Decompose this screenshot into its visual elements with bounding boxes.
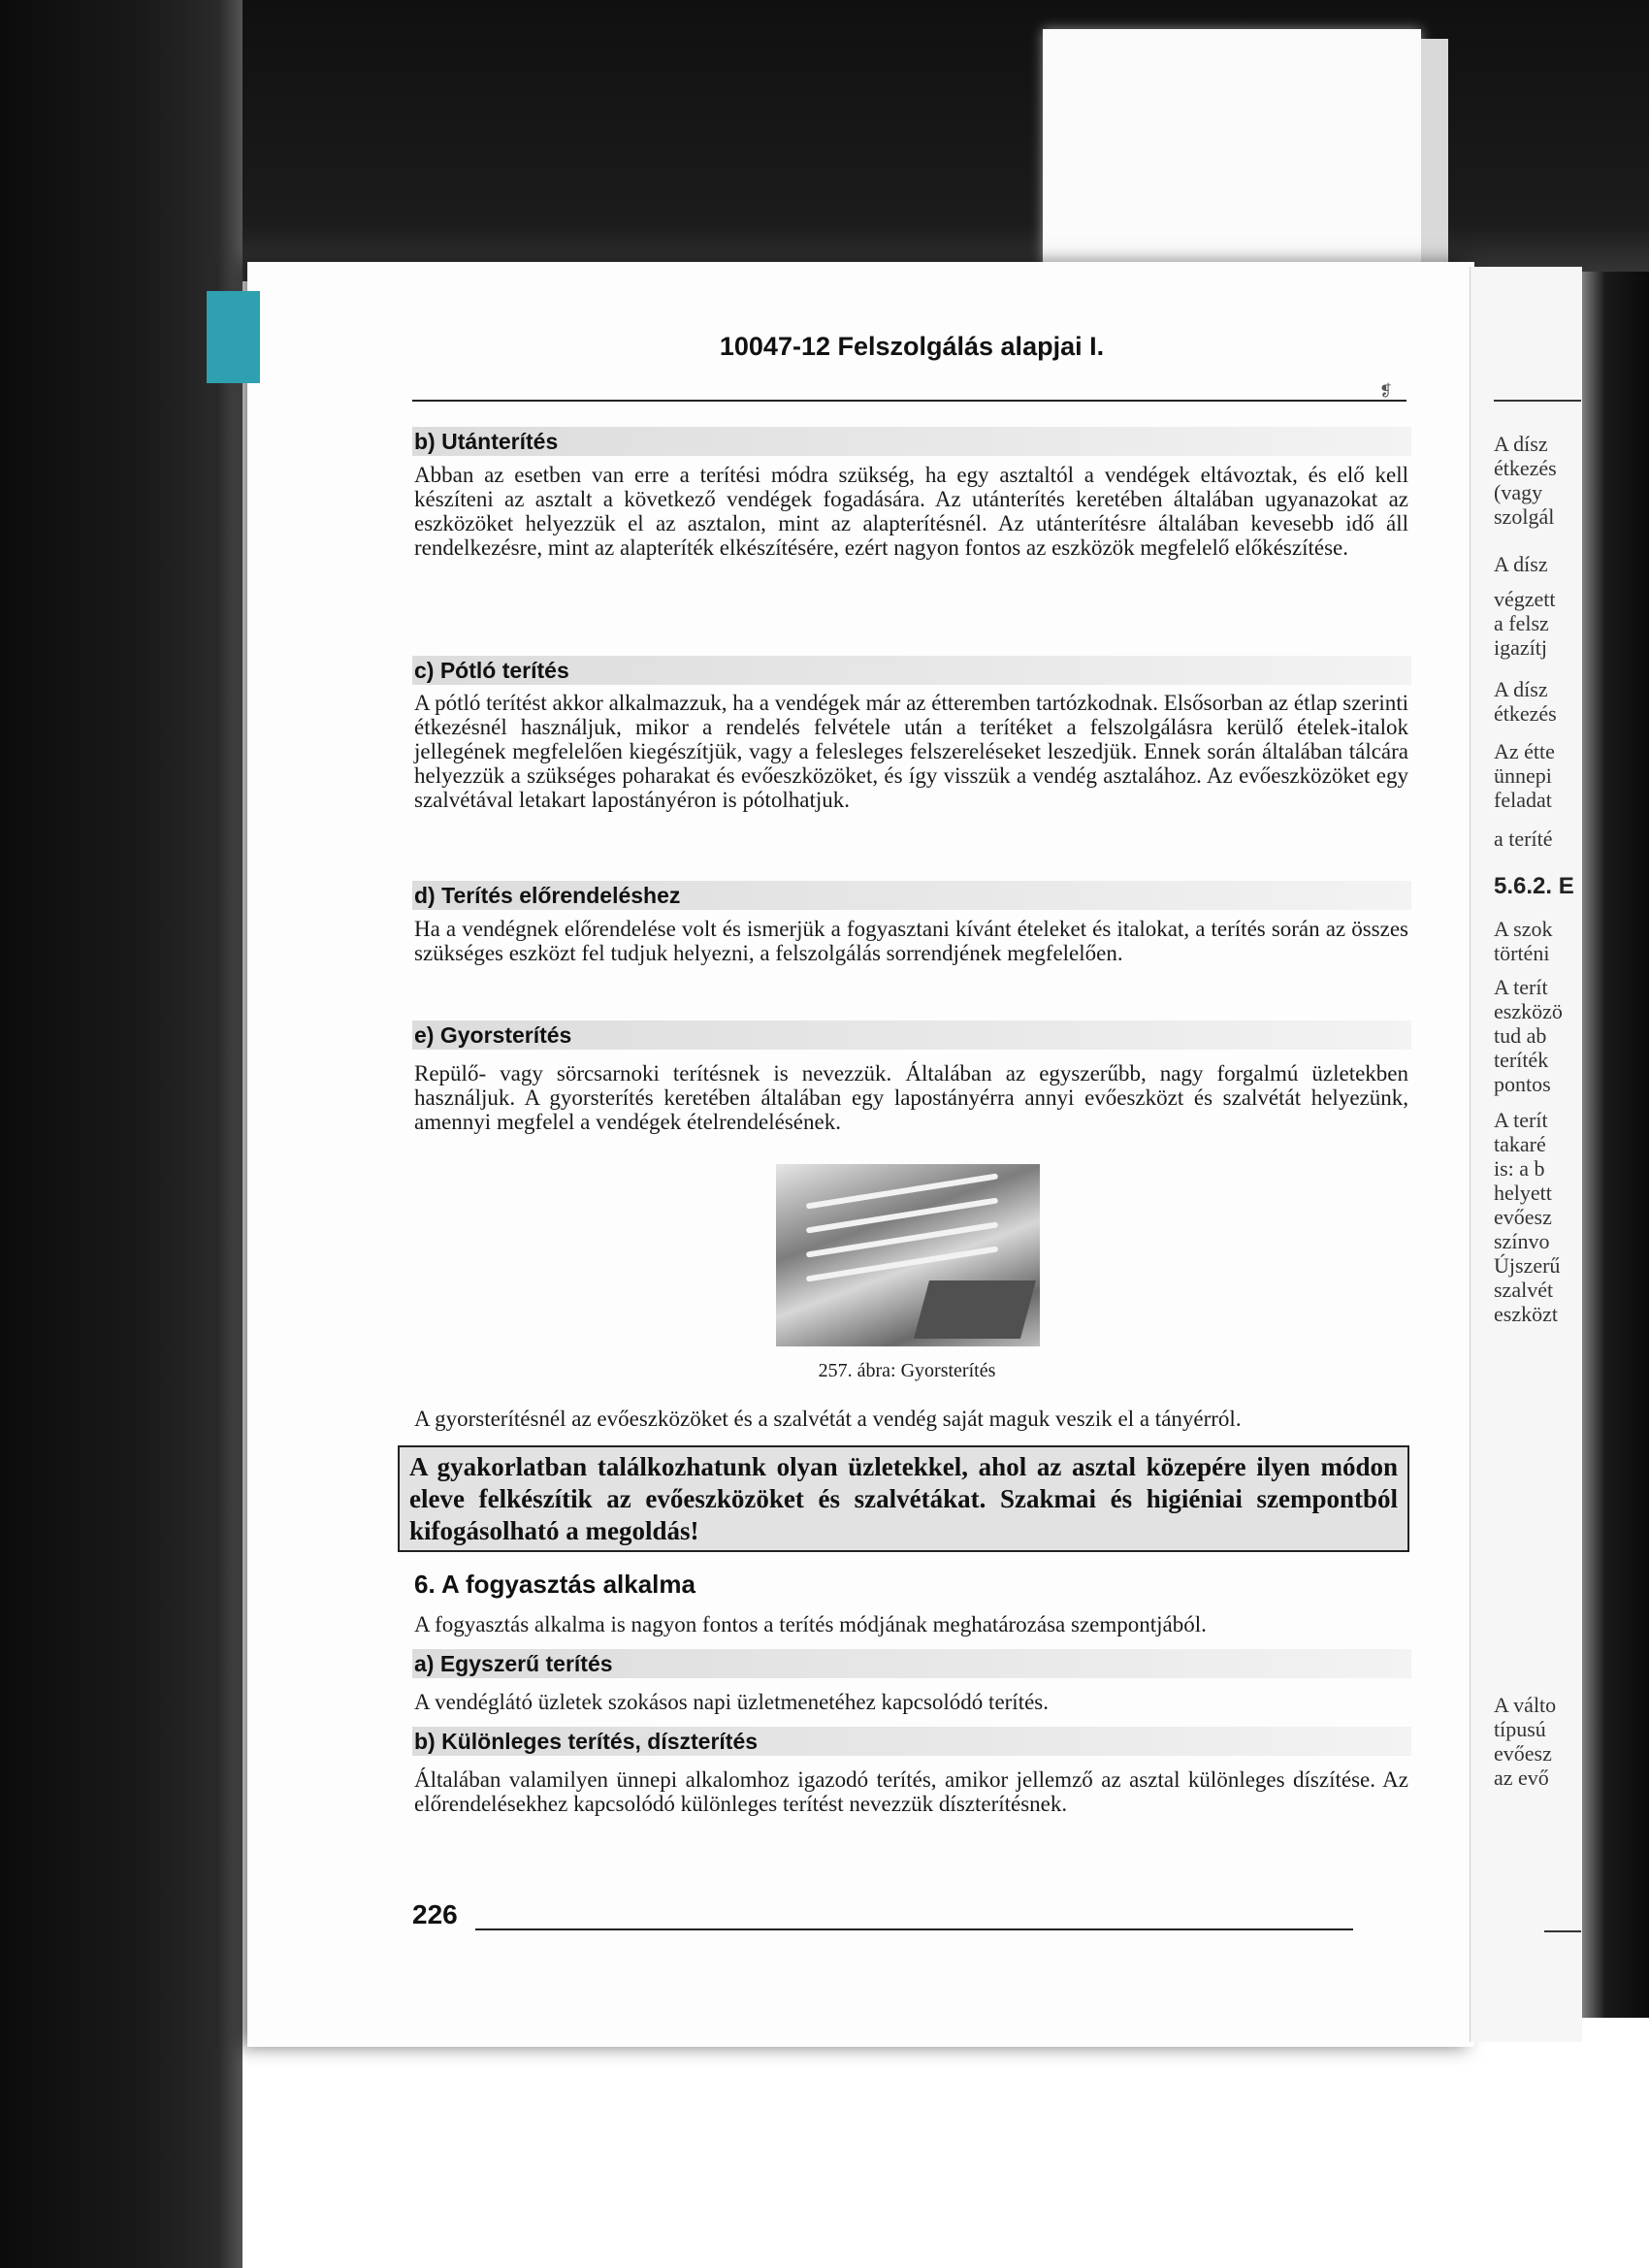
paper-tab-edge — [1421, 39, 1448, 272]
section-heading-e: e) Gyorsterítés — [412, 1021, 1411, 1050]
facing-page-line: pontos — [1494, 1072, 1551, 1096]
page-header-title: 10047-12 Felszolgálás alapjai I. — [719, 332, 1105, 361]
facing-page-line: eszközt — [1494, 1302, 1558, 1326]
section-text-d: Ha a vendégnek előrendelése volt és ismerjük a fogyasztani kívánt ételeket és italokat, a terítés során az összes szükséges eszközt fel tudjuk helyezni, a felszolgálás sorrendjének megfelelően. — [414, 917, 1408, 965]
section-6-text-a: A vendéglátó üzletek szokásos napi üzletmenetéhez kapcsolódó terítés. — [414, 1690, 1049, 1714]
facing-page-line: történi — [1494, 941, 1550, 965]
facing-page-line: feladat — [1494, 788, 1552, 812]
section-6-heading-b: b) Különleges terítés, díszterítés — [412, 1727, 1411, 1756]
section-text-c: A pótló terítést akkor alkalmazzuk, ha a vendégek már az étteremben tartózkodnak. Elsősorban az étlap szerinti étkezésnél használjuk, mikor a rendelés felvétele után a terítéket a felszolgálásra kerülő ételek-italok jellegének megfelelően kiegészítjük, vagy a felesleges felszereléseket leszedjük. Ennek során általában tálcára helyezzük a szükséges poharakat és evőeszközöket, és így visszük a vendég asztalához. Az evőeszközöket egy szalvétával letakart lapostányéron is pótolhatjuk. — [414, 691, 1409, 812]
facing-page-line: végzett — [1494, 587, 1556, 611]
section-heading-b: b) Utánterítés — [412, 427, 1411, 456]
facing-page-footer-rule — [1544, 1930, 1581, 1932]
facing-page-line: A dísz — [1494, 432, 1548, 456]
facing-page-line: takaré — [1494, 1132, 1546, 1156]
facing-page-line: A válto — [1494, 1693, 1557, 1717]
facing-page-line: Az étte — [1494, 739, 1555, 763]
cutlery-photo — [776, 1164, 1040, 1346]
bookmark-tab — [207, 291, 260, 383]
section-text-b: Abban az esetben van erre a terítési módra szükség, ha egy asztaltól a vendégek eltávoztak, és elő kell készíteni az asztalt a következő vendégek fogadására. Az utánterítés keretében általában ugyanazokat az eszközöket helyezzük el az asztalon, mint az alapterítésnél. Az utánterítésre általában kevesebb idő áll rendelkezésre, mint az alapteríték elkészítésére, ezért nagyon fontos az eszközök megfelelő előkészítése. — [414, 463, 1408, 560]
facing-page-line: A szok — [1494, 917, 1553, 941]
facing-page-line: helyett — [1494, 1181, 1552, 1205]
facing-page-line: A dísz — [1494, 677, 1548, 701]
facing-page-line: színvo — [1494, 1229, 1550, 1253]
facing-page-line: a teríté — [1494, 826, 1553, 851]
facing-page-line: A dísz — [1494, 552, 1548, 576]
page-number: 226 — [412, 1899, 458, 1929]
figure-caption: 257. ábra: Gyorsterítés — [818, 1360, 996, 1381]
facing-page-line: tud ab — [1494, 1023, 1547, 1048]
scan-background-right — [1576, 272, 1649, 2018]
header-mark-icon: ❡ — [1379, 381, 1393, 400]
section-heading-d: d) Terítés előrendeléshez — [412, 881, 1411, 910]
facing-page-line: típusú — [1494, 1717, 1546, 1741]
section-6-heading-a: a) Egyszerű terítés — [412, 1649, 1411, 1678]
facing-page-line: a felsz — [1494, 611, 1549, 635]
facing-page-line: (vagy — [1494, 480, 1543, 504]
facing-page-line: Újszerű — [1494, 1253, 1561, 1278]
facing-page-line: ünnepi — [1494, 763, 1552, 788]
napkin-shape — [914, 1280, 1036, 1339]
paragraph-after-figure: A gyorsterítésnél az evőeszközöket és a szalvétát a vendég saját maguk veszik el a tányérról. — [414, 1407, 1242, 1431]
section-6-text-b: Általában valamilyen ünnepi alkalomhoz igazodó terítés, amikor jellemző az asztal különleges díszítése. Az előrendelésekhez kapcsolódó különleges terítést nevezzük díszterítésnek. — [414, 1767, 1408, 1816]
facing-page-line: is: a b — [1494, 1156, 1545, 1181]
facing-page-line: A terít — [1494, 1108, 1548, 1132]
facing-page-line: A terít — [1494, 975, 1548, 999]
facing-page-heading: 5.6.2. E — [1494, 873, 1574, 899]
facing-page-line: szalvét — [1494, 1278, 1554, 1302]
section-text-e: Repülő- vagy sörcsarnoki terítésnek is nevezzük. Általában az egyszerűbb, nagy forgalmú üzletekben használjuk. A gyorsterítés keretében általában egy lapostányérra annyi evőeszközt és szalvétát helyezünk, amennyi megfelel a vendégek ételrendelésének. — [414, 1061, 1408, 1134]
facing-page-header-rule — [1494, 400, 1581, 402]
section-heading-c: c) Pótló terítés — [412, 656, 1411, 685]
facing-page-line: eszközö — [1494, 999, 1563, 1023]
facing-page-line: étkezés — [1494, 701, 1557, 726]
facing-page-line: teríték — [1494, 1048, 1549, 1072]
header-rule — [412, 400, 1406, 402]
facing-page-line: étkezés — [1494, 456, 1557, 480]
section-6-intro: A fogyasztás alkalma is nagyon fontos a terítés módjának meghatározása szempontjából. — [414, 1612, 1207, 1636]
highlight-note-box: A gyakorlatban találkozhatunk olyan üzletekkel, ahol az asztal közepére ilyen módon eleve felkészítik az evőeszközöket és szalvétákat. Szakmai és higiéniai szempontból kifogásolható a megoldás! — [398, 1445, 1409, 1552]
facing-page-line: evőesz — [1494, 1741, 1552, 1766]
section-6-heading: 6. A fogyasztás alkalma — [414, 1570, 695, 1599]
paper-tab — [1043, 29, 1421, 267]
facing-page-line: az evő — [1494, 1766, 1549, 1790]
footer-rule — [475, 1928, 1353, 1930]
facing-page-line: evőesz — [1494, 1205, 1552, 1229]
facing-page-line: szolgál — [1494, 504, 1555, 529]
facing-page-line: igazítj — [1494, 635, 1547, 660]
